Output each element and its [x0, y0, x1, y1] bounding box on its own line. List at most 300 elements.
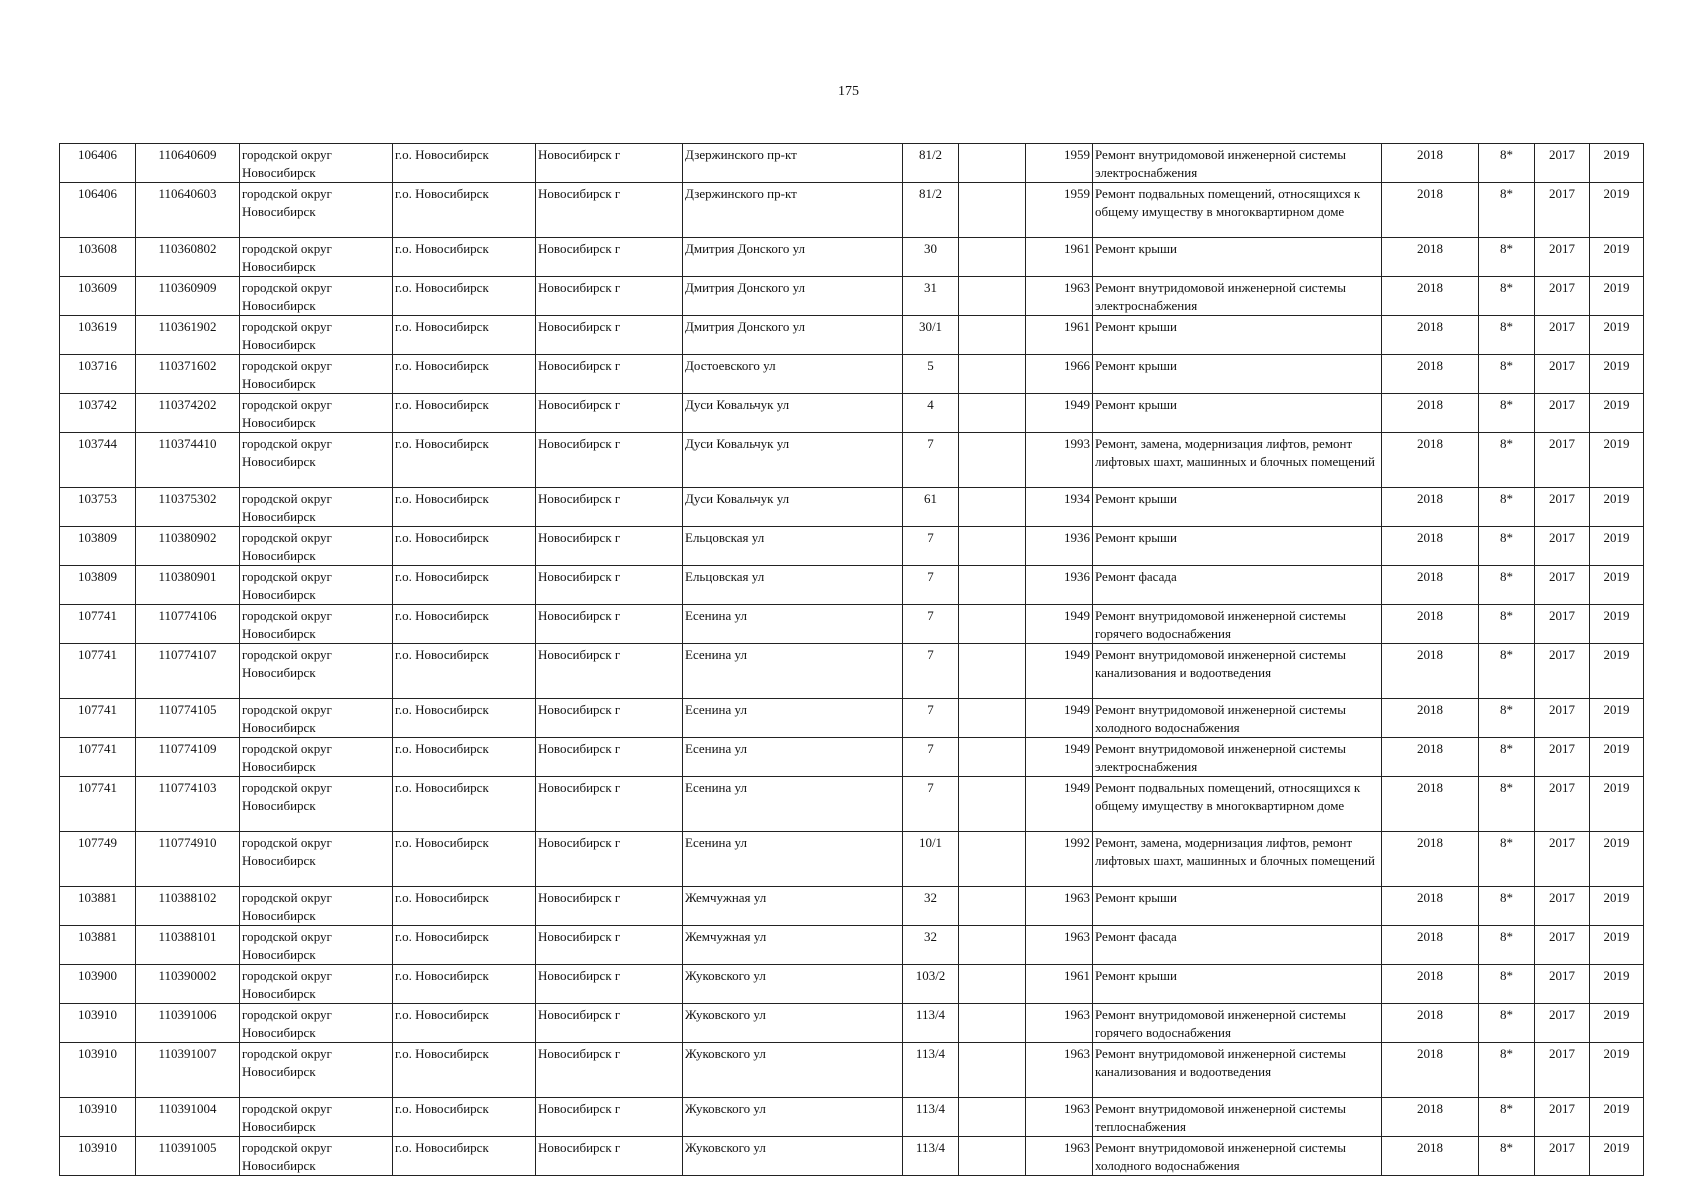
cell-house: 7: [903, 605, 959, 644]
cell-work-type: Ремонт, замена, модернизация лифтов, ремонт лифтовых шахт, машинных и блочных помещений: [1093, 433, 1382, 488]
cell-build-year: 1963: [1026, 926, 1093, 965]
cell-mark: 8*: [1479, 527, 1535, 566]
cell-build-year: 1936: [1026, 566, 1093, 605]
table-row: [60, 699, 1644, 738]
cell-municipality: г.о. Новосибирск: [393, 926, 536, 965]
cell-building: [959, 488, 1026, 527]
cell-mark: 8*: [1479, 355, 1535, 394]
cell-year-to: 2019: [1590, 183, 1644, 238]
cell-mark: 8*: [1479, 887, 1535, 926]
table-row: [60, 644, 1644, 699]
cell-year-from: 2017: [1535, 832, 1590, 887]
cell-year-to: 2019: [1590, 965, 1644, 1004]
cell-id: 103716: [60, 355, 136, 394]
cell-mark: 8*: [1479, 183, 1535, 238]
cell-build-year: 1936: [1026, 527, 1093, 566]
cell-year-to: 2019: [1590, 566, 1644, 605]
cell-plan-year: 2018: [1382, 355, 1479, 394]
cell-work-type: Ремонт внутридомовой инженерной системы теплоснабжения: [1093, 1098, 1382, 1137]
cell-work-type: Ремонт внутридомовой инженерной системы канализования и водоотведения: [1093, 644, 1382, 699]
cell-plan-year: 2018: [1382, 316, 1479, 355]
cell-district: городской округ Новосибирск: [240, 355, 393, 394]
cell-municipality: г.о. Новосибирск: [393, 887, 536, 926]
cell-house: 31: [903, 277, 959, 316]
cell-building: [959, 738, 1026, 777]
cell-work-type: Ремонт крыши: [1093, 394, 1382, 433]
cell-work-type: Ремонт крыши: [1093, 527, 1382, 566]
cell-code: 110640609: [136, 144, 240, 183]
cell-locality: Новосибирск г: [536, 566, 683, 605]
cell-municipality: г.о. Новосибирск: [393, 238, 536, 277]
registry-body: [60, 144, 1644, 1176]
cell-year-from: 2017: [1535, 183, 1590, 238]
cell-year-from: 2017: [1535, 433, 1590, 488]
cell-building: [959, 277, 1026, 316]
cell-street: Дзержинского пр-кт: [683, 144, 903, 183]
cell-year-to: 2019: [1590, 644, 1644, 699]
table-row: [60, 394, 1644, 433]
cell-municipality: г.о. Новосибирск: [393, 699, 536, 738]
table-row: [60, 887, 1644, 926]
cell-code: 110374410: [136, 433, 240, 488]
cell-district: городской округ Новосибирск: [240, 277, 393, 316]
cell-id: 103753: [60, 488, 136, 527]
cell-id: 103881: [60, 887, 136, 926]
cell-year-from: 2017: [1535, 926, 1590, 965]
cell-municipality: г.о. Новосибирск: [393, 738, 536, 777]
cell-street: Есенина ул: [683, 699, 903, 738]
table-row: [60, 738, 1644, 777]
cell-building: [959, 355, 1026, 394]
cell-municipality: г.о. Новосибирск: [393, 433, 536, 488]
cell-plan-year: 2018: [1382, 277, 1479, 316]
cell-work-type: Ремонт крыши: [1093, 316, 1382, 355]
table-row: [60, 1098, 1644, 1137]
cell-plan-year: 2018: [1382, 832, 1479, 887]
cell-house: 7: [903, 777, 959, 832]
cell-code: 110774106: [136, 605, 240, 644]
cell-street: Ельцовская ул: [683, 527, 903, 566]
cell-year-from: 2017: [1535, 777, 1590, 832]
cell-house: 32: [903, 926, 959, 965]
cell-year-to: 2019: [1590, 887, 1644, 926]
cell-id: 107741: [60, 738, 136, 777]
cell-id: 103619: [60, 316, 136, 355]
cell-building: [959, 887, 1026, 926]
cell-district: городской округ Новосибирск: [240, 699, 393, 738]
cell-work-type: Ремонт подвальных помещений, относящихся к общему имуществу в многоквартирном доме: [1093, 777, 1382, 832]
cell-work-type: Ремонт крыши: [1093, 965, 1382, 1004]
cell-house: 113/4: [903, 1098, 959, 1137]
cell-year-to: 2019: [1590, 433, 1644, 488]
cell-street: Достоевского ул: [683, 355, 903, 394]
cell-mark: 8*: [1479, 144, 1535, 183]
cell-year-to: 2019: [1590, 1137, 1644, 1176]
cell-year-from: 2017: [1535, 527, 1590, 566]
cell-mark: 8*: [1479, 488, 1535, 527]
cell-house: 61: [903, 488, 959, 527]
cell-building: [959, 777, 1026, 832]
cell-id: 103881: [60, 926, 136, 965]
cell-district: городской округ Новосибирск: [240, 832, 393, 887]
cell-year-to: 2019: [1590, 605, 1644, 644]
cell-house: 7: [903, 644, 959, 699]
cell-district: городской округ Новосибирск: [240, 887, 393, 926]
cell-municipality: г.о. Новосибирск: [393, 394, 536, 433]
cell-plan-year: 2018: [1382, 394, 1479, 433]
cell-work-type: Ремонт внутридомовой инженерной системы горячего водоснабжения: [1093, 605, 1382, 644]
cell-build-year: 1949: [1026, 699, 1093, 738]
cell-locality: Новосибирск г: [536, 1043, 683, 1098]
cell-mark: 8*: [1479, 1098, 1535, 1137]
cell-plan-year: 2018: [1382, 777, 1479, 832]
cell-mark: 8*: [1479, 277, 1535, 316]
cell-year-to: 2019: [1590, 488, 1644, 527]
cell-house: 113/4: [903, 1043, 959, 1098]
cell-id: 107741: [60, 699, 136, 738]
cell-year-from: 2017: [1535, 277, 1590, 316]
cell-code: 110391007: [136, 1043, 240, 1098]
cell-year-to: 2019: [1590, 277, 1644, 316]
cell-locality: Новосибирск г: [536, 527, 683, 566]
table-row: [60, 183, 1644, 238]
cell-build-year: 1949: [1026, 738, 1093, 777]
cell-locality: Новосибирск г: [536, 144, 683, 183]
cell-build-year: 1963: [1026, 887, 1093, 926]
cell-plan-year: 2018: [1382, 965, 1479, 1004]
cell-work-type: Ремонт внутридомовой инженерной системы холодного водоснабжения: [1093, 1137, 1382, 1176]
table-row: [60, 433, 1644, 488]
cell-district: городской округ Новосибирск: [240, 926, 393, 965]
cell-street: Есенина ул: [683, 605, 903, 644]
cell-street: Дуси Ковальчук ул: [683, 394, 903, 433]
cell-municipality: г.о. Новосибирск: [393, 144, 536, 183]
cell-house: 10/1: [903, 832, 959, 887]
cell-plan-year: 2018: [1382, 238, 1479, 277]
cell-code: 110371602: [136, 355, 240, 394]
cell-street: Ельцовская ул: [683, 566, 903, 605]
cell-locality: Новосибирск г: [536, 965, 683, 1004]
cell-municipality: г.о. Новосибирск: [393, 1098, 536, 1137]
cell-build-year: 1992: [1026, 832, 1093, 887]
cell-street: Жемчужная ул: [683, 926, 903, 965]
table-row: [60, 277, 1644, 316]
cell-plan-year: 2018: [1382, 887, 1479, 926]
cell-build-year: 1963: [1026, 277, 1093, 316]
cell-house: 32: [903, 887, 959, 926]
cell-work-type: Ремонт внутридомовой инженерной системы горячего водоснабжения: [1093, 1004, 1382, 1043]
cell-mark: 8*: [1479, 777, 1535, 832]
cell-house: 113/4: [903, 1137, 959, 1176]
cell-year-from: 2017: [1535, 1098, 1590, 1137]
cell-mark: 8*: [1479, 926, 1535, 965]
cell-building: [959, 433, 1026, 488]
cell-work-type: Ремонт фасада: [1093, 566, 1382, 605]
cell-mark: 8*: [1479, 644, 1535, 699]
cell-district: городской округ Новосибирск: [240, 144, 393, 183]
cell-code: 110774107: [136, 644, 240, 699]
cell-district: городской округ Новосибирск: [240, 316, 393, 355]
cell-mark: 8*: [1479, 394, 1535, 433]
cell-year-to: 2019: [1590, 738, 1644, 777]
table-row: [60, 566, 1644, 605]
cell-house: 30: [903, 238, 959, 277]
cell-building: [959, 1098, 1026, 1137]
cell-work-type: Ремонт внутридомовой инженерной системы холодного водоснабжения: [1093, 699, 1382, 738]
cell-locality: Новосибирск г: [536, 238, 683, 277]
cell-building: [959, 183, 1026, 238]
cell-street: Есенина ул: [683, 832, 903, 887]
cell-code: 110774105: [136, 699, 240, 738]
cell-house: 7: [903, 527, 959, 566]
cell-municipality: г.о. Новосибирск: [393, 277, 536, 316]
cell-work-type: Ремонт внутридомовой инженерной системы канализования и водоотведения: [1093, 1043, 1382, 1098]
cell-locality: Новосибирск г: [536, 394, 683, 433]
cell-locality: Новосибирск г: [536, 433, 683, 488]
cell-locality: Новосибирск г: [536, 488, 683, 527]
cell-municipality: г.о. Новосибирск: [393, 1137, 536, 1176]
cell-locality: Новосибирск г: [536, 183, 683, 238]
cell-mark: 8*: [1479, 1043, 1535, 1098]
cell-work-type: Ремонт крыши: [1093, 488, 1382, 527]
cell-mark: 8*: [1479, 699, 1535, 738]
cell-build-year: 1949: [1026, 777, 1093, 832]
cell-locality: Новосибирск г: [536, 1137, 683, 1176]
cell-municipality: г.о. Новосибирск: [393, 566, 536, 605]
table-row: [60, 926, 1644, 965]
cell-mark: 8*: [1479, 566, 1535, 605]
table-row: [60, 355, 1644, 394]
cell-district: городской округ Новосибирск: [240, 238, 393, 277]
cell-locality: Новосибирск г: [536, 277, 683, 316]
cell-street: Жуковского ул: [683, 1098, 903, 1137]
cell-municipality: г.о. Новосибирск: [393, 355, 536, 394]
cell-id: 103609: [60, 277, 136, 316]
cell-year-to: 2019: [1590, 699, 1644, 738]
cell-street: Жемчужная ул: [683, 887, 903, 926]
cell-district: городской округ Новосибирск: [240, 1043, 393, 1098]
cell-locality: Новосибирск г: [536, 644, 683, 699]
table-row: [60, 1043, 1644, 1098]
cell-id: 107749: [60, 832, 136, 887]
cell-code: 110391006: [136, 1004, 240, 1043]
cell-municipality: г.о. Новосибирск: [393, 183, 536, 238]
cell-build-year: 1961: [1026, 238, 1093, 277]
cell-street: Жуковского ул: [683, 1004, 903, 1043]
cell-plan-year: 2018: [1382, 699, 1479, 738]
cell-plan-year: 2018: [1382, 738, 1479, 777]
cell-building: [959, 144, 1026, 183]
cell-plan-year: 2018: [1382, 527, 1479, 566]
cell-year-from: 2017: [1535, 605, 1590, 644]
cell-house: 4: [903, 394, 959, 433]
cell-house: 7: [903, 566, 959, 605]
cell-mark: 8*: [1479, 1137, 1535, 1176]
cell-building: [959, 832, 1026, 887]
cell-code: 110640603: [136, 183, 240, 238]
cell-year-to: 2019: [1590, 527, 1644, 566]
cell-district: городской округ Новосибирск: [240, 1004, 393, 1043]
table-row: [60, 527, 1644, 566]
cell-code: 110361902: [136, 316, 240, 355]
cell-locality: Новосибирск г: [536, 777, 683, 832]
cell-municipality: г.о. Новосибирск: [393, 605, 536, 644]
cell-house: 81/2: [903, 144, 959, 183]
cell-municipality: г.о. Новосибирск: [393, 488, 536, 527]
cell-work-type: Ремонт крыши: [1093, 355, 1382, 394]
cell-plan-year: 2018: [1382, 488, 1479, 527]
cell-code: 110390002: [136, 965, 240, 1004]
cell-municipality: г.о. Новосибирск: [393, 644, 536, 699]
cell-id: 103809: [60, 527, 136, 566]
cell-district: городской округ Новосибирск: [240, 183, 393, 238]
cell-building: [959, 965, 1026, 1004]
cell-build-year: 1959: [1026, 183, 1093, 238]
cell-code: 110360802: [136, 238, 240, 277]
cell-building: [959, 316, 1026, 355]
cell-locality: Новосибирск г: [536, 316, 683, 355]
table-row: [60, 1004, 1644, 1043]
cell-code: 110774910: [136, 832, 240, 887]
cell-id: 106406: [60, 144, 136, 183]
cell-year-from: 2017: [1535, 566, 1590, 605]
cell-district: городской округ Новосибирск: [240, 488, 393, 527]
table-row: [60, 316, 1644, 355]
cell-build-year: 1966: [1026, 355, 1093, 394]
cell-mark: 8*: [1479, 738, 1535, 777]
cell-building: [959, 1043, 1026, 1098]
table-row: [60, 144, 1644, 183]
cell-locality: Новосибирск г: [536, 1098, 683, 1137]
cell-plan-year: 2018: [1382, 183, 1479, 238]
cell-building: [959, 1004, 1026, 1043]
cell-plan-year: 2018: [1382, 605, 1479, 644]
cell-plan-year: 2018: [1382, 144, 1479, 183]
cell-building: [959, 1137, 1026, 1176]
cell-year-to: 2019: [1590, 1098, 1644, 1137]
cell-year-to: 2019: [1590, 1004, 1644, 1043]
cell-build-year: 1949: [1026, 644, 1093, 699]
cell-id: 107741: [60, 605, 136, 644]
cell-municipality: г.о. Новосибирск: [393, 527, 536, 566]
cell-build-year: 1963: [1026, 1137, 1093, 1176]
cell-code: 110774109: [136, 738, 240, 777]
cell-street: Дмитрия Донского ул: [683, 277, 903, 316]
cell-build-year: 1961: [1026, 965, 1093, 1004]
cell-code: 110380902: [136, 527, 240, 566]
cell-plan-year: 2018: [1382, 644, 1479, 699]
cell-code: 110380901: [136, 566, 240, 605]
cell-street: Жуковского ул: [683, 1137, 903, 1176]
cell-district: городской округ Новосибирск: [240, 394, 393, 433]
cell-plan-year: 2018: [1382, 1043, 1479, 1098]
cell-municipality: г.о. Новосибирск: [393, 1004, 536, 1043]
cell-id: 103910: [60, 1137, 136, 1176]
cell-code: 110774103: [136, 777, 240, 832]
cell-code: 110374202: [136, 394, 240, 433]
cell-district: городской округ Новосибирск: [240, 644, 393, 699]
cell-id: 107741: [60, 777, 136, 832]
cell-street: Жуковского ул: [683, 965, 903, 1004]
table-row: [60, 605, 1644, 644]
cell-year-to: 2019: [1590, 832, 1644, 887]
table-row: [60, 965, 1644, 1004]
cell-id: 103742: [60, 394, 136, 433]
cell-district: городской округ Новосибирск: [240, 527, 393, 566]
cell-year-from: 2017: [1535, 644, 1590, 699]
cell-house: 7: [903, 738, 959, 777]
cell-work-type: Ремонт фасада: [1093, 926, 1382, 965]
cell-plan-year: 2018: [1382, 1098, 1479, 1137]
cell-id: 106406: [60, 183, 136, 238]
cell-locality: Новосибирск г: [536, 887, 683, 926]
cell-building: [959, 926, 1026, 965]
cell-year-from: 2017: [1535, 394, 1590, 433]
cell-locality: Новосибирск г: [536, 355, 683, 394]
registry-table: [59, 143, 1644, 1176]
cell-municipality: г.о. Новосибирск: [393, 1043, 536, 1098]
cell-mark: 8*: [1479, 316, 1535, 355]
cell-building: [959, 394, 1026, 433]
cell-year-to: 2019: [1590, 238, 1644, 277]
cell-id: 103910: [60, 1098, 136, 1137]
cell-house: 81/2: [903, 183, 959, 238]
cell-build-year: 1961: [1026, 316, 1093, 355]
cell-building: [959, 644, 1026, 699]
cell-district: городской округ Новосибирск: [240, 1098, 393, 1137]
cell-id: 103809: [60, 566, 136, 605]
cell-year-from: 2017: [1535, 316, 1590, 355]
cell-year-to: 2019: [1590, 777, 1644, 832]
cell-work-type: Ремонт, замена, модернизация лифтов, ремонт лифтовых шахт, машинных и блочных помещений: [1093, 832, 1382, 887]
table-row: [60, 1137, 1644, 1176]
cell-mark: 8*: [1479, 605, 1535, 644]
cell-build-year: 1963: [1026, 1098, 1093, 1137]
cell-code: 110391005: [136, 1137, 240, 1176]
cell-year-to: 2019: [1590, 316, 1644, 355]
cell-id: 107741: [60, 644, 136, 699]
cell-locality: Новосибирск г: [536, 1004, 683, 1043]
cell-mark: 8*: [1479, 965, 1535, 1004]
cell-house: 7: [903, 699, 959, 738]
cell-code: 110388102: [136, 887, 240, 926]
cell-house: 7: [903, 433, 959, 488]
cell-id: 103744: [60, 433, 136, 488]
table-row: [60, 488, 1644, 527]
cell-code: 110375302: [136, 488, 240, 527]
cell-id: 103608: [60, 238, 136, 277]
cell-municipality: г.о. Новосибирск: [393, 965, 536, 1004]
cell-mark: 8*: [1479, 238, 1535, 277]
cell-house: 113/4: [903, 1004, 959, 1043]
cell-work-type: Ремонт внутридомовой инженерной системы электроснабжения: [1093, 738, 1382, 777]
cell-year-to: 2019: [1590, 144, 1644, 183]
cell-code: 110388101: [136, 926, 240, 965]
cell-locality: Новосибирск г: [536, 699, 683, 738]
cell-year-from: 2017: [1535, 887, 1590, 926]
cell-build-year: 1949: [1026, 605, 1093, 644]
cell-year-from: 2017: [1535, 144, 1590, 183]
cell-plan-year: 2018: [1382, 926, 1479, 965]
cell-code: 110391004: [136, 1098, 240, 1137]
cell-year-to: 2019: [1590, 394, 1644, 433]
cell-plan-year: 2018: [1382, 1004, 1479, 1043]
cell-year-from: 2017: [1535, 238, 1590, 277]
page-number: 175: [838, 84, 859, 99]
cell-district: городской округ Новосибирск: [240, 738, 393, 777]
cell-year-from: 2017: [1535, 965, 1590, 1004]
cell-street: Дуси Ковальчук ул: [683, 433, 903, 488]
